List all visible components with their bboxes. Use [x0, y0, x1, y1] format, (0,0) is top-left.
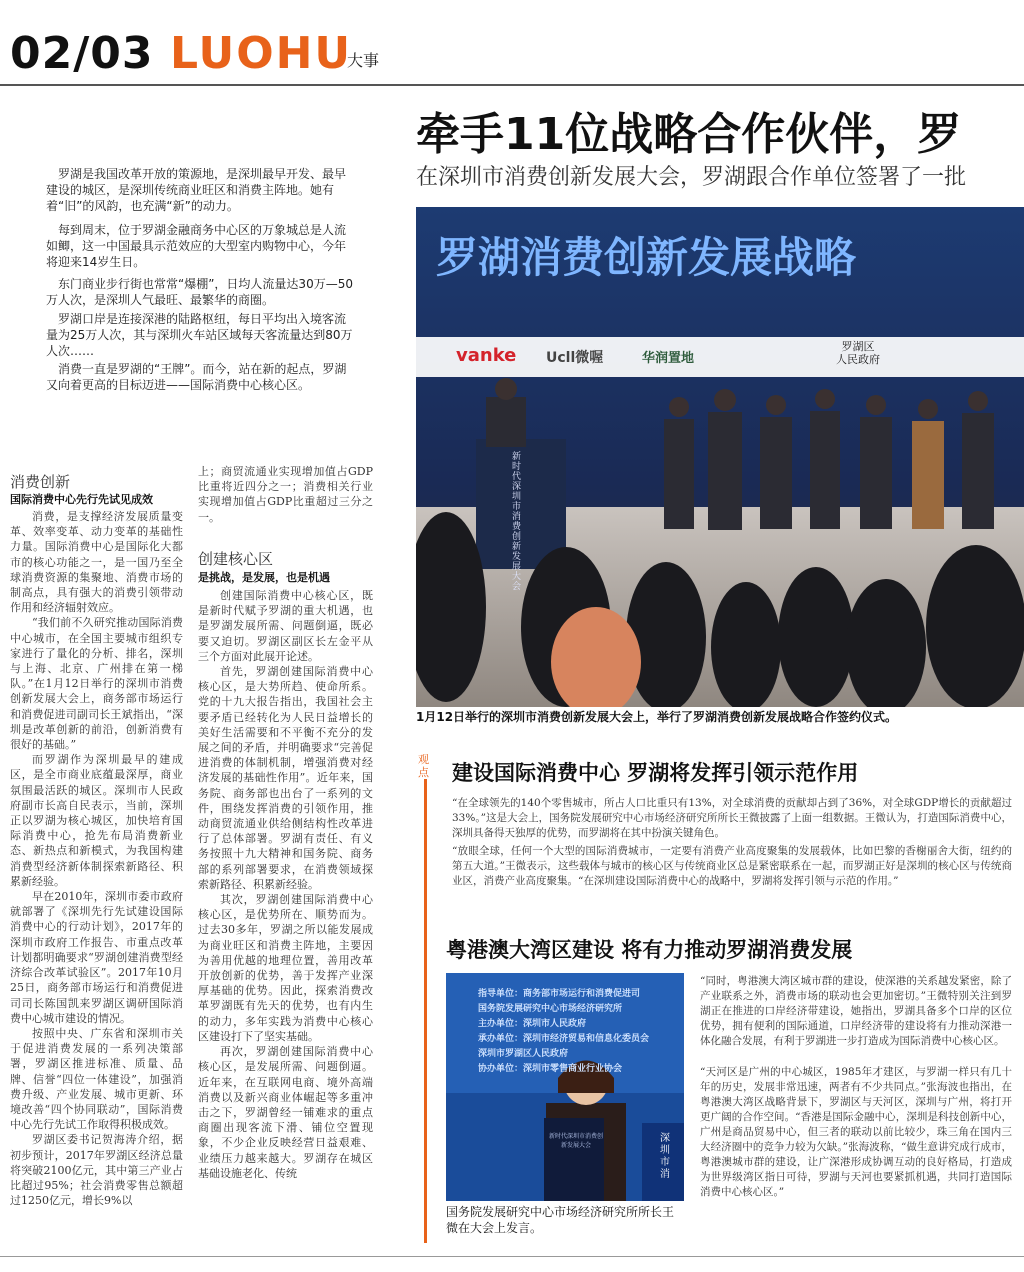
body-paragraph: 按照中央、广东省和深圳市关于促进消费发展的一系列决策部署，罗湖区推进标准、质量、品牌、信誉“四位一体建设”，加强消费升级、产业发展、城市更新、环境改善“四个协同联动”，国际消费中心先行先试工作取得积极成效。 [10, 1026, 183, 1132]
body-paragraph: 消费，是支撑经济发展质量变革、效率变革、动力变革的基础性力量。国际消费中心是国际化大都市的核心功能之一，是一国乃至全球消费资源的集聚地、消费市场的制高点，具有强大的消费引领带动作用和经济辐射效应。 [10, 510, 183, 615]
body-paragraph: 其次，罗湖创建国际消费中心核心区，是优势所在、顺势而为。过去30多年，罗湖之所以能发展成为商业旺区和消费主阵地，主要因为善用优越的地理位置，善用改革开放创新的优势，善于发挥产业深厚基础的优势。因此，探索消费改革罗湖既有先天的优势，也有内生的动力，多年实践为消费中心核心区建设打下了坚实基础。 [198, 893, 373, 1043]
side-banner-text: 深圳市消 [660, 1133, 670, 1180]
section-subtitle-consumption-innovation: 国际消费中心先行先试见成效 [10, 493, 153, 506]
observation-heading-2: 粤港澳大湾区建设 将有力推动罗湖消费发展 [446, 938, 853, 962]
speaker-photo [446, 973, 684, 1201]
observation-quote-4: “天河区是广州的中心城区，1985年才建区，与罗湖一样只有几十年的历史，发展非常迅速，两者有不少共同点。”张海波也指出，在粤港澳大湾区战略背景下，罗湖区与天河区，深圳与广州，将打开更广阔的合作空间。“香港是国际金融中心，深圳是科技创新中心，广州是商品贸易中心，但三者的联动以前比较少，珠三角在国内三大经济圈中的竞争力较为欠缺。”张海波称，“做生意讲究成行成市，粤港澳城市群的建设，让广深港形成协调互动的良好格局，打造成为世界级湾区指日可待，罗湖与天河也要紧抓机遇，共同打造国际消费中心核心区。” [700, 1066, 1012, 1198]
screen-line: 主办单位：深圳市人民政府 [478, 1019, 587, 1029]
intro-para-3: 东门商业步行街也常常“爆棚”，日均人流量达30万—50万人次，是深圳人气最旺、最繁华的商圈。 [46, 277, 353, 307]
signing-ceremony-photo [416, 207, 1024, 707]
observation-heading-1: 建设国际消费中心 罗湖将发挥引领示范作用 [452, 761, 859, 785]
section-subtitle-core-zone: 是挑战，是发展，也是机遇 [198, 571, 330, 584]
photo-caption: 1月12日举行的深圳市消费创新发展大会上，举行了罗湖消费创新发展战略合作签约仪式。 [416, 710, 898, 724]
body-paragraph: 创建国际消费中心核心区，既是新时代赋予罗湖的重大机遇，也是罗湖发展所需、问题倒逼，既必要又迫切。罗湖区副区长左金平从三个方面对此展开论述。 [198, 589, 373, 663]
body-paragraph: 再次，罗湖创建国际消费中心核心区，是发展所需、问题倒逼。近年来，在互联网电商、境外高端消费以及新兴商业体崛起等多重冲击之下，罗湖曾经一铺难求的重点商圈出现客流下滑、铺位空置现象，不少企业反映经营日益艰难、业绩压力越来越大。罗湖存在城区基础设施老化、传统 [198, 1045, 373, 1180]
section-title-core-zone: 创建核心区 [198, 550, 274, 568]
intro-para-1: 罗湖是我国改革开放的策源地，是深圳最早开发、最早建设的城区，是深圳传统商业旺区和消费主阵地。她有着“旧”的风韵，也充满“新”的动力。 [46, 167, 347, 213]
observation-accent-bar [424, 753, 427, 1243]
observation-tag: 观点 [418, 753, 432, 779]
wowo-logo: Ucll微喔 [546, 350, 604, 366]
screen-line: 深圳市罗湖区人民政府 [478, 1049, 569, 1059]
body-paragraph: 罗湖区委书记贺海涛介绍，据初步预计，2017年罗湖区经济总量将突破2100亿元，其中第三产业占比超过95%；社会消费零售总额超过1250亿元，增长9%以 [10, 1133, 183, 1208]
observation-quote-1: “在全球领先的140个零售城市，所占人口比重只有13%，对全球消费的贡献却占到了36%，对全球GDP增长的贡献超过33%。”这是大会上，国务院发展研究中心市场经济研究所所长王微披露了上面一组数据。王微认为，打造国际消费中心，深圳具备得天独厚的优势，而罗湖将在其中扮演关键角色。 [452, 797, 1012, 839]
observation-quote-2: “放眼全球，任何一个大型的国际消费城市，一定要有消费产业高度聚集的发展载体，比如巴黎的香榭丽舍大街，纽约的第五大道。”王微表示，这些载体与城市的核心区与传统商业区总是紧密联系在一起，而罗湖正好是深圳的核心区与传统商业区，消费产业高度聚集。“在深圳建设国际消费中心的战略中，罗湖将发挥引领与示范的作用。” [452, 845, 1012, 887]
screen-line: 指导单位：商务部市场运行和消费促进司 [478, 989, 641, 999]
column-1-body [10, 509, 183, 1254]
banner-text: 罗湖消费创新发展战略 [436, 233, 857, 282]
body-paragraph: 早在2010年，深圳市委市政府就部署了《深圳先行先试建设国际消费中心的行动计划》，2017年的深圳市政府工作报告、市重点改革计划都明确要求“罗湖创建消费型经济综合改革试验区”。2017年10月25日，商务部市场运行和消费促进司司长陈国凯来罗湖区调研国际消费中心城市建设的情况。 [10, 890, 183, 1025]
podium-text: 新时代深圳市消费创新发展大会 [512, 452, 522, 592]
body-paragraph: 而罗湖作为深圳最早的建成区，是全市商业底蕴最深厚，商业氛围最活跃的城区。深圳市人民政府副市长高自民表示，当前，深圳正以罗湖为核心城区，加快培育国际消费中心，抢先布局消费新业态、新热点和新模式，为我国构建消费型经济新体制探索新路径、积累新经验。 [10, 753, 183, 888]
column-2-continuation: 上；商贸流通业实现增加值占GDP比重将近四分之一；消费相关行业实现增加值占GDP比重超过三分之一。 [198, 465, 373, 524]
luohu-government-logo: 罗湖区 人民政府 [836, 340, 880, 366]
intro-para-2: 每到周末，位于罗湖金融商务中心区的万象城总是人流如鲫，这一中国最具示范效应的大型室内购物中心，今年将迎来14岁生日。 [46, 223, 347, 269]
footer-rule [0, 1256, 1024, 1257]
observation-quote-3: “同时，粤港澳大湾区城市群的建设，使深港的关系越发紧密，除了产业联系之外，消费市场的联动也会更加密切。”王微特别关注到罗湖正在推进的口岸经济带建设，她指出，罗湖具备多个口岸的区位优势，拥有便利的国际通道，口岸经济带的建设将有力推动深港一体化融合发展，有利于罗湖进一步打造成为国际消费中心核心区。 [700, 975, 1012, 1047]
page-numbers: 02/03 [10, 28, 154, 79]
vanke-logo: vanke [456, 345, 517, 366]
section-title-consumption-innovation: 消费创新 [10, 473, 71, 491]
header-rule [0, 84, 1024, 86]
podium-text: 新时代深圳市消费创新发展大会 [548, 1133, 603, 1149]
section-label: 大事 [347, 51, 380, 70]
screen-line: 协办单位：深圳市零售商业行业协会 [478, 1064, 623, 1074]
cr-land-logo: 华润置地 [642, 351, 695, 366]
column-2-body [198, 588, 373, 1254]
headline: 牵手11位战略合作伙伴，罗 [416, 109, 962, 160]
screen-line: 承办单位：深圳市经济贸易和信息化委员会 [478, 1034, 650, 1044]
subheadline: 在深圳市消费创新发展大会，罗湖跟合作单位签署了一批 [416, 165, 967, 190]
screen-line: 国务院发展研究中心市场经济研究所 [478, 1004, 623, 1014]
intro-para-4: 罗湖口岸是连接深港的陆路枢纽，每日平均出入境客流量为25万人次，其与深圳火车站区域每天客流量达到80万人次…… [46, 312, 353, 358]
district-name: LUOHU [170, 28, 353, 79]
speaker-photo-caption: 国务院发展研究中心市场经济研究所所长王微在大会上发言。 [446, 1205, 675, 1235]
intro-para-5: 消费一直是罗湖的“王牌”。而今，站在新的起点，罗湖又向着更高的目标迈进——国际消费中心核心区。 [46, 362, 347, 392]
body-paragraph: 首先，罗湖创建国际消费中心核心区，是大势所趋、使命所系。党的十九大报告指出，我国社会主要矛盾已经转化为人民日益增长的美好生活需要和不平衡不充分的发展之间的矛盾，并明确要求“完善促进消费的体制机制，增强消费对经济发展的基础性作用”。近年来，国务院、商务部也出台了一系列的文件，围绕发挥消费的引领作用，推动商贸流通业供给侧结构性改革进行了总体部署。罗湖有责任、有义务按照十九大精神和国务院、商务部的系列部署要求，在消费领域探索新路径、积累新经验。 [198, 665, 373, 891]
body-paragraph: “我们前不久研究推动国际消费中心城市，在全国主要城市组织专家进行了量化的分析、排名，深圳与上海、北京、广州排在第一梯队。”在1月12日举行的深圳市消费创新发展大会上，商务部市场运行和消费促进司副司长王斌指出，“深圳是改革创新的前沿，创新消费有很好的基础。” [10, 616, 183, 752]
event-screen-text [478, 987, 678, 1077]
